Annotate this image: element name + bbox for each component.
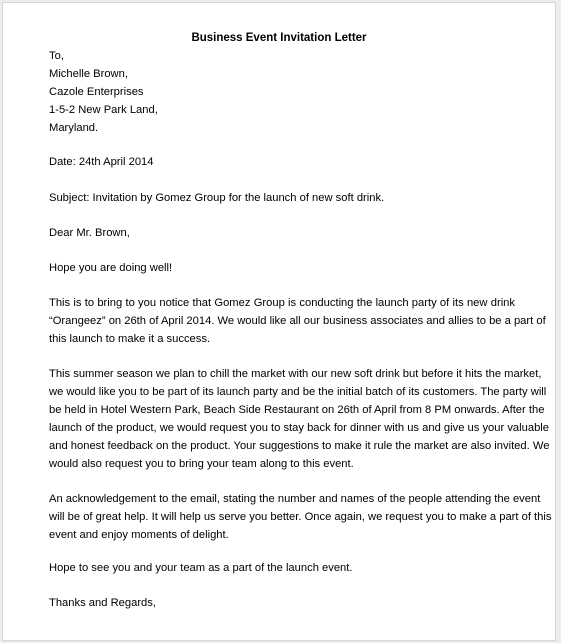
letter-signoff: Thanks and Regards, <box>49 597 156 609</box>
paragraph-line: this launch to make it a success. <box>49 333 211 345</box>
letter-salutation: Dear Mr. Brown, <box>49 227 130 239</box>
paragraph-acknowledgement <box>49 490 552 544</box>
paragraph-line: This is to bring to you notice that Gomez Group is conducting the launch party of its new drink <box>49 297 515 309</box>
paragraph-line: This summer season we plan to chill the market with our new soft drink but before it hits the market, <box>49 368 542 380</box>
address-state: Maryland. <box>49 122 99 134</box>
closing-line: Hope to see you and your team as a part of the launch event. <box>49 562 353 574</box>
paragraph-intro <box>49 294 546 348</box>
address-to: To, <box>49 50 64 62</box>
paragraph-line: “Orangeez” on 26th of April 2014. We would like all our business associates and allies to be a part of <box>49 315 546 327</box>
paragraph-line: and honest feedback on the product. Your suggestions to make it rule the market are also invited. We <box>49 440 550 452</box>
address-street: 1-5-2 New Park Land, <box>49 104 158 116</box>
paragraph-line: will be of great help. It will help us serve you better. Once again, we request you to make a part of this <box>49 511 552 523</box>
letter-page <box>2 2 556 641</box>
paragraph-line: launch of the product, we would request you to stay back for dinner with us and give us your valuable <box>49 422 550 434</box>
paragraph-details <box>49 365 550 473</box>
letter-title: Business Event Invitation Letter <box>191 32 367 44</box>
paragraph-line: event and enjoy moments of delight. <box>49 529 229 541</box>
letter-subject: Subject: Invitation by Gomez Group for the launch of new soft drink. <box>49 192 385 204</box>
paragraph-line: would also request you to bring your team along to this event. <box>49 458 354 470</box>
paragraph-line: An acknowledgement to the email, stating the number and names of the people attending the event <box>49 493 541 505</box>
address-name: Michelle Brown, <box>49 68 128 80</box>
address-company: Cazole Enterprises <box>49 86 144 98</box>
letter-date: Date: 24th April 2014 <box>49 156 154 168</box>
paragraph-line: be held in Hotel Western Park, Beach Side Restaurant on 26th of April from 8 PM onwards. After the <box>49 404 545 416</box>
letter-greeting: Hope you are doing well! <box>49 262 173 274</box>
paragraph-line: we would like you to be part of its launch party and be the initial batch of its customers. The party will <box>49 386 547 398</box>
